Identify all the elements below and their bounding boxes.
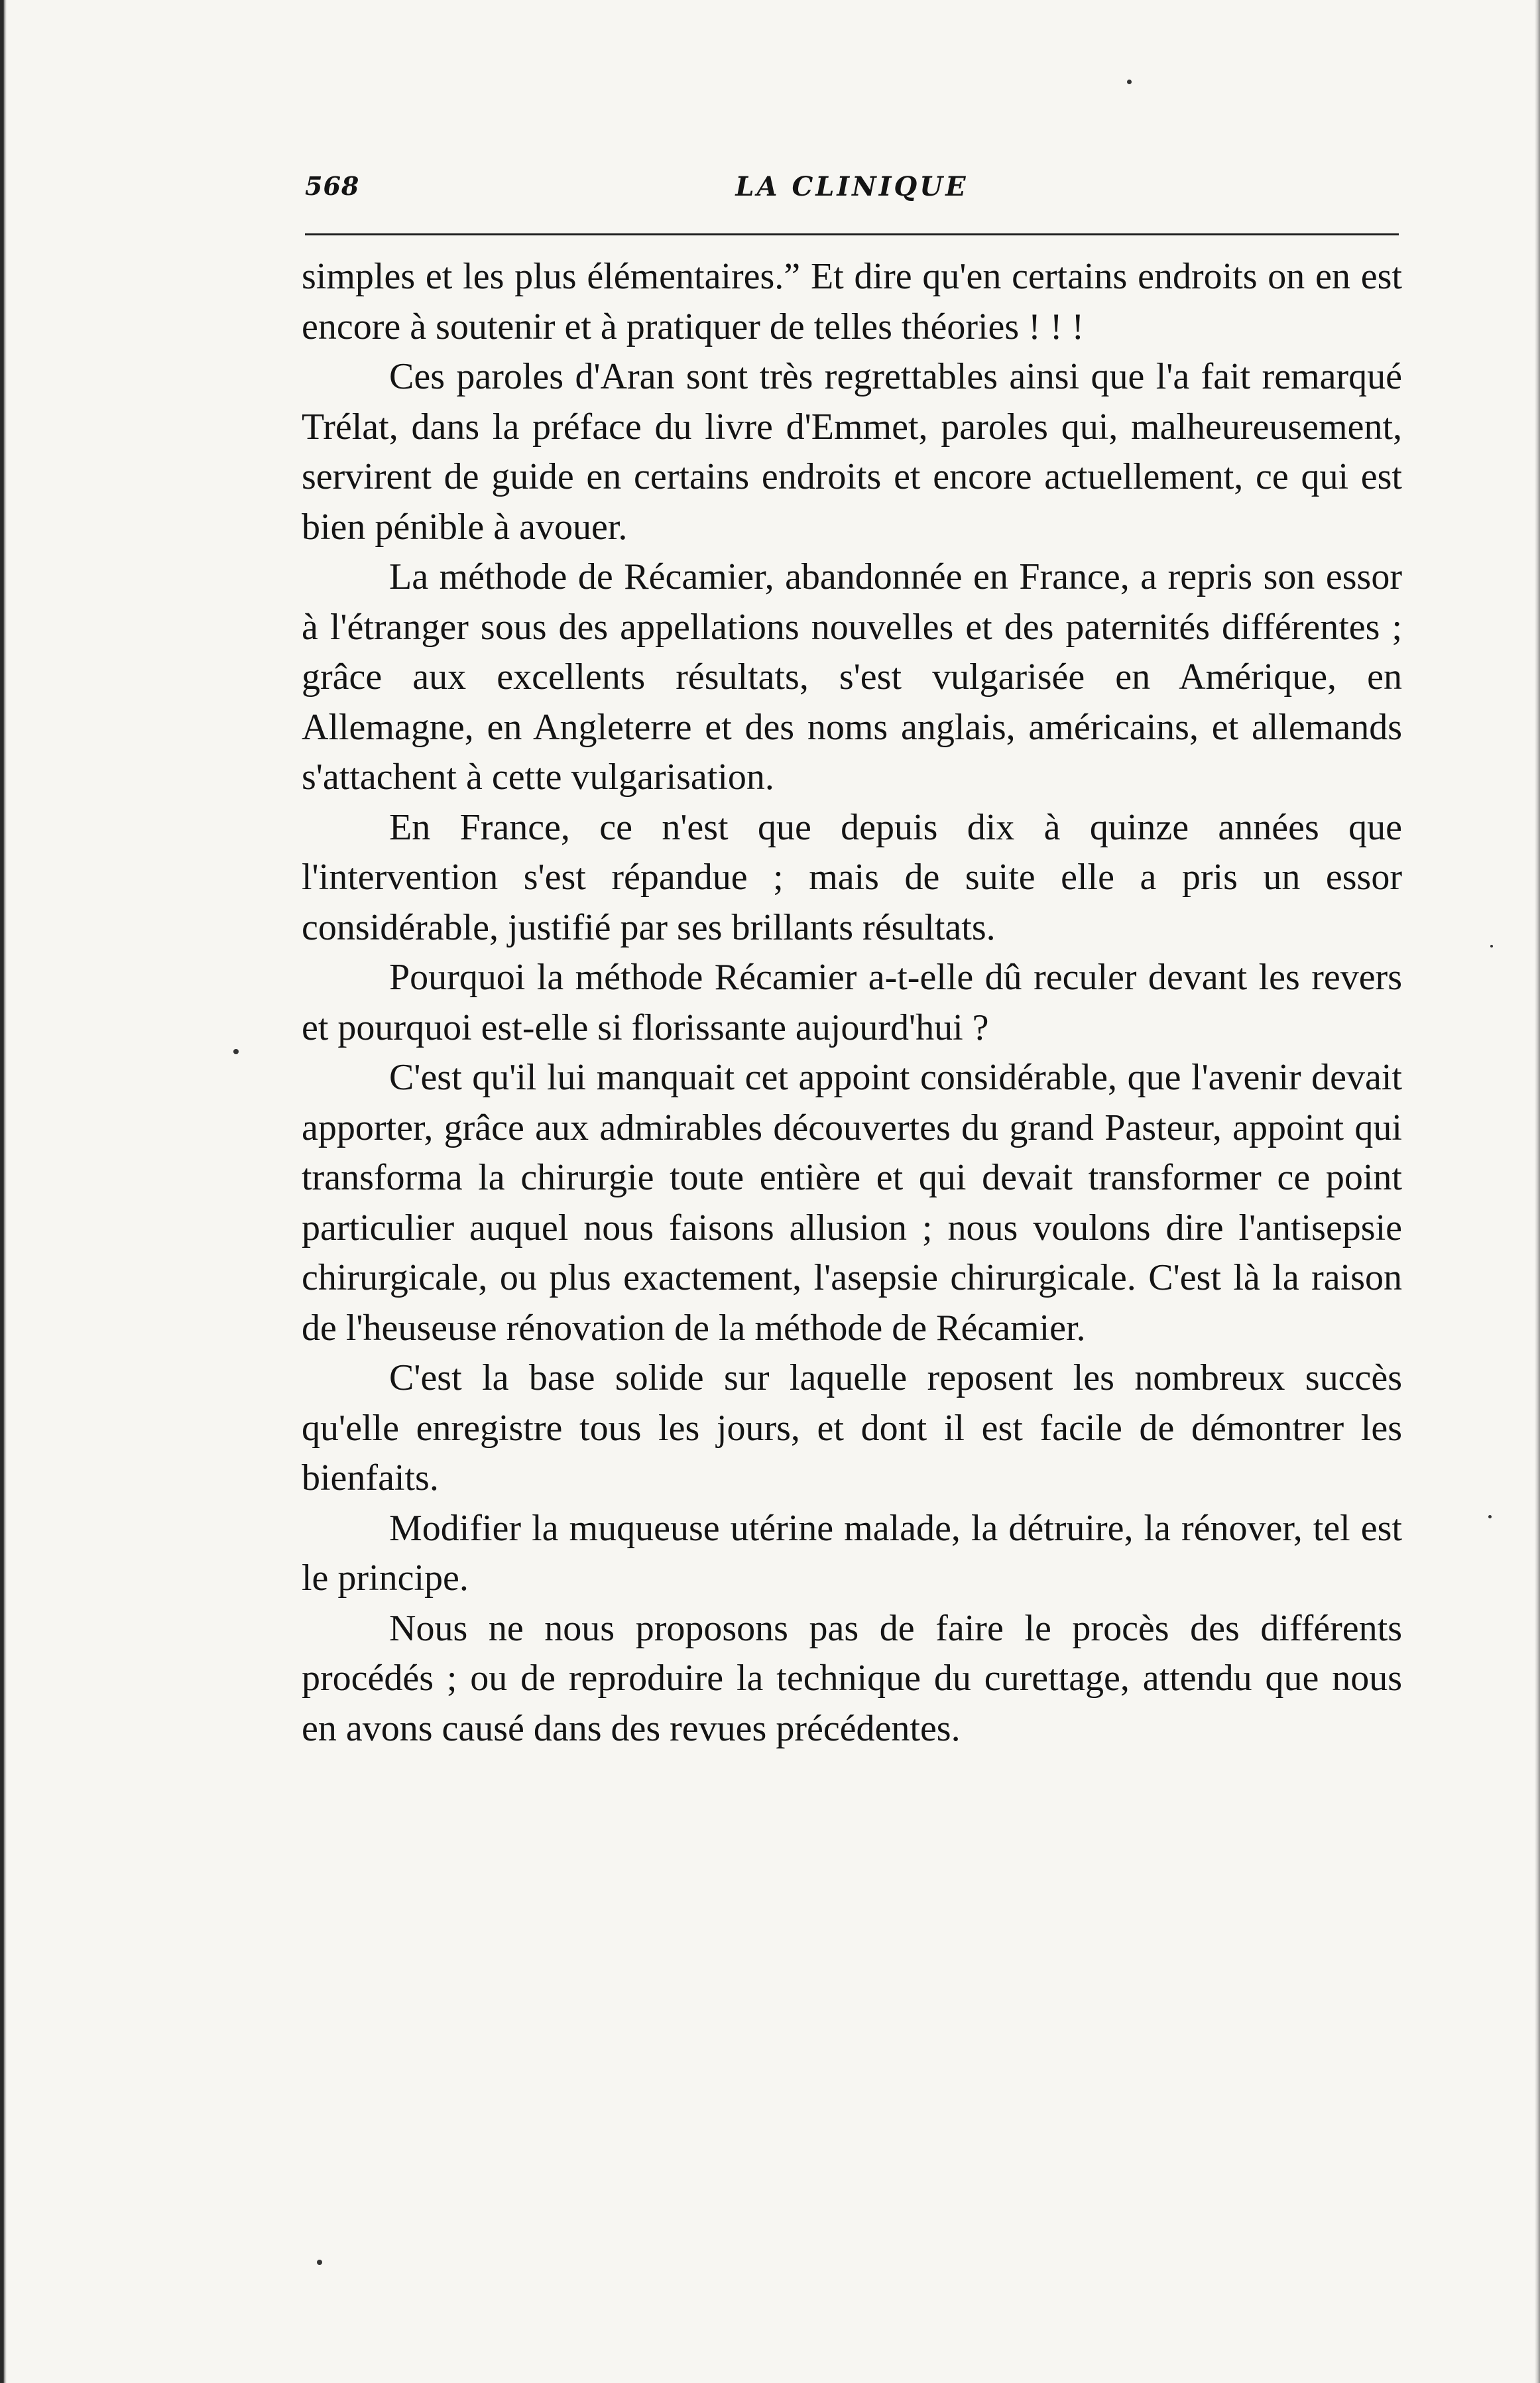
body-text — [302, 252, 1402, 1754]
paragraph: C'est la base solide sur laquelle reposent les nombreux succès qu'elle enregistre tous les jours, et dont il est facile de démontrer les bienfaits. — [302, 1357, 1402, 1498]
scan-speck — [317, 2260, 322, 2265]
paragraph: En France, ce n'est que depuis dix à quinze années que l'intervention s'est répandue ; mais de suite elle a pris un essor considérable, justifié par ses brillants résultats. — [302, 806, 1402, 948]
scan-speck — [233, 1049, 239, 1054]
running-title: LA CLINIQUE — [735, 171, 969, 202]
scan-speck — [1490, 945, 1493, 947]
page-number: 568 — [305, 171, 360, 201]
scan-border-right — [1535, 0, 1540, 2383]
paragraph: C'est qu'il lui manquait cet appoint considérable, que l'avenir devait apporter, grâce aux admirables découvertes du grand Pasteur, appoint qui transforma la chirurgie toute entière et qui devait transformer ce point particulier auquel nous faisons allusion ; nous voulons dire l'antisepsie chirurgicale, ou plus exactement, l'asepsie chirurgicale. C'est là la raison de l'heuseuse rénovation de la méthode de Récamier. — [302, 1057, 1402, 1349]
paragraph: Modifier la muqueuse utérine malade, la détruire, la rénover, tel est le principe. — [302, 1507, 1402, 1599]
paragraph-continued: simples et les plus élémentaires.” Et dire qu'en certains endroits on en est encore à soutenir et à pratiquer de telles théories ! ! ! — [302, 256, 1402, 347]
header-rule — [305, 233, 1399, 235]
scan-speck — [1127, 80, 1132, 84]
paragraph: Nous ne nous proposons pas de faire le procès des différents procédés ; ou de reproduire la technique du curettage, attendu que nous en avons causé dans des revues précédentes. — [302, 1607, 1402, 1749]
scan-speck — [1488, 1515, 1492, 1518]
page-header — [305, 171, 1399, 211]
scan-border-left — [0, 0, 7, 2383]
paragraph: Ces paroles d'Aran sont très regrettables ainsi que l'a fait remarqué Trélat, dans la préface du livre d'Emmet, paroles qui, malheureusement, servirent de guide en certains endroits et encore actuellement, ce qui est bien pénible à avouer. — [302, 356, 1402, 548]
paragraph: Pourquoi la méthode Récamier a-t-elle dû reculer devant les revers et pourquoi est-elle si florissante aujourd'hui ? — [302, 957, 1402, 1048]
paragraph: La méthode de Récamier, abandonnée en France, a repris son essor à l'étranger sous des appellations nouvelles et des paternités différentes ; grâce aux excellents résultats, s'est vulgarisée en Amérique, en Allemagne, en Angleterre et des noms anglais, américains, et allemands s'attachent à cette vulgarisation. — [302, 556, 1402, 798]
